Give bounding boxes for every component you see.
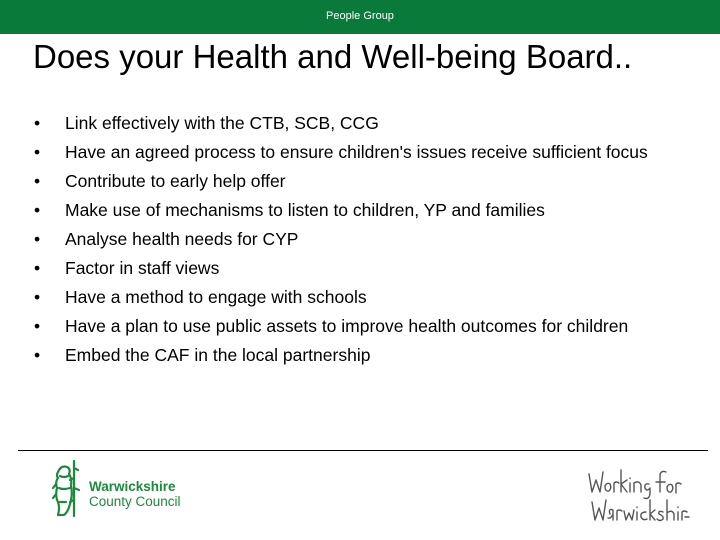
bullet-list: [34, 112, 674, 373]
bullet-item: [34, 257, 674, 279]
footer-divider: [18, 450, 708, 451]
bullet-item: [34, 112, 674, 134]
bullet-dot: •: [34, 113, 41, 133]
bullet-item: [34, 170, 674, 192]
bullet-dot: •: [34, 229, 41, 249]
bullet-dot: •: [34, 200, 41, 220]
bullet-text: Analyse health needs for CYP: [65, 229, 299, 249]
bullet-item: [34, 228, 674, 250]
bullet-item: [34, 344, 674, 366]
bullet-text: Factor in staff views: [65, 258, 220, 278]
bullet-dot: •: [34, 142, 41, 162]
council-wordmark: [89, 479, 181, 509]
bullet-dot: •: [34, 258, 41, 278]
bullet-item: [34, 141, 674, 163]
bear-and-ragged-staff-icon: [52, 458, 86, 518]
bullet-text: Embed the CAF in the local partnership: [65, 345, 371, 365]
bullet-text: Have a plan to use public assets to improve health outcomes for children: [65, 316, 629, 336]
bullet-item: [34, 286, 674, 308]
top-bar: [0, 0, 720, 34]
bullet-text: Contribute to early help offer: [65, 171, 286, 191]
council-name-line1: Warwickshire: [89, 479, 176, 494]
bullet-text: Have a method to engage with schools: [65, 287, 367, 307]
warwickshire-county-council-logo: [52, 458, 192, 520]
bullet-text: Link effectively with the CTB, SCB, CCG: [65, 113, 379, 133]
bullet-dot: •: [34, 345, 41, 365]
bullet-text: Make use of mechanisms to listen to children, YP and families: [65, 200, 545, 220]
bullet-item: [34, 315, 674, 337]
bullet-item: [34, 199, 674, 221]
working-for-warwickshire-logo: [586, 462, 690, 528]
bullet-text: Have an agreed process to ensure children's issues receive sufficient focus: [65, 142, 648, 162]
bullet-dot: •: [34, 171, 41, 191]
slide-title: Does your Health and Well-being Board..: [33, 38, 633, 75]
bullet-dot: •: [34, 316, 41, 336]
org-label: People Group: [326, 10, 394, 22]
bullet-dot: •: [34, 287, 41, 307]
council-name-line2: County Council: [89, 494, 181, 509]
